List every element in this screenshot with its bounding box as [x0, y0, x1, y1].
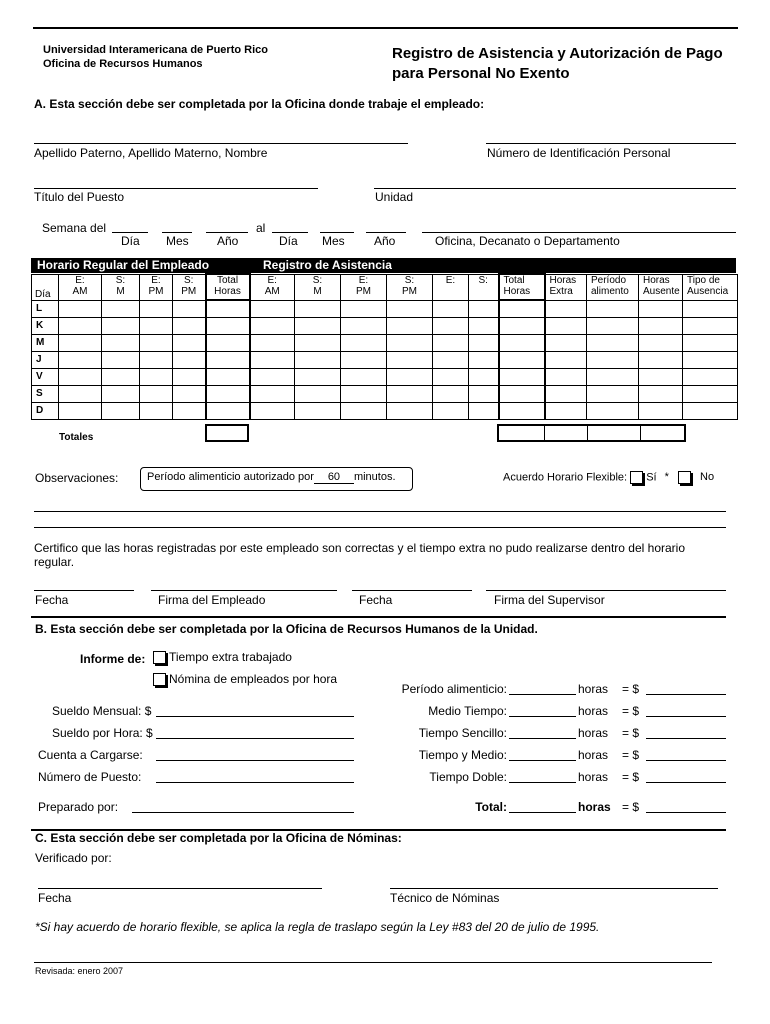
top-rule — [33, 27, 738, 29]
schedule-cell[interactable] — [173, 334, 206, 351]
day-label: D — [32, 402, 59, 419]
sup-date-line[interactable] — [352, 590, 472, 591]
col-att-e-am — [250, 274, 295, 300]
schedule-cell[interactable] — [206, 402, 250, 419]
schedule-cell[interactable] — [587, 317, 639, 334]
section-c-heading: C. Esta sección debe ser completada por la Oficina de Nóminas: — [35, 831, 402, 845]
office-name: Oficina de Recursos Humanos — [43, 58, 203, 70]
numero-puesto-field[interactable] — [156, 782, 354, 783]
schedule-cell[interactable] — [387, 368, 433, 385]
opt-payroll — [153, 672, 337, 686]
day-label: M — [32, 334, 59, 351]
meal-period-text — [147, 471, 396, 484]
table-row — [32, 385, 738, 402]
col-att-e-pm — [341, 274, 387, 300]
schedule-cell[interactable] — [587, 402, 639, 419]
schedule-cell[interactable] — [545, 300, 587, 317]
observations-label: Observaciones: — [35, 471, 119, 485]
preparado-field[interactable] — [132, 812, 354, 813]
institution-name: Universidad Interamericana de Puerto Rico — [43, 44, 268, 56]
schedule-cell[interactable] — [59, 334, 102, 351]
attendance-header: Registro de Asistencia — [257, 258, 736, 273]
schedule-cell[interactable] — [102, 402, 140, 419]
emp-signature-label: Firma del Empleado — [158, 593, 266, 607]
to-month-label: Mes — [322, 234, 345, 248]
schedule-cell[interactable] — [433, 317, 469, 334]
meal-suffix: minutos. — [353, 471, 396, 483]
schedule-cell[interactable] — [140, 317, 173, 334]
payroll-label: Nómina de empleados por hora — [169, 672, 338, 686]
col-total-label: Total — [216, 275, 239, 286]
schedule-cell[interactable] — [140, 402, 173, 419]
col-s-label: S: — [404, 274, 415, 286]
amount-field-tiempo-sencillo[interactable] — [646, 738, 726, 739]
col-reg-s-m — [102, 274, 140, 300]
total-horas-extra-cell[interactable] — [545, 426, 588, 440]
schedule-cell[interactable] — [250, 402, 295, 419]
hours-field-tiempo-sencillo[interactable] — [509, 738, 576, 739]
col-pm-label: PM — [402, 285, 417, 297]
total-periodo-cell[interactable] — [588, 426, 641, 440]
totales-label: Totales — [59, 432, 94, 443]
schedule-cell[interactable] — [295, 402, 341, 419]
col-att-s-extra: S: — [469, 274, 499, 300]
horas-unit: horas — [578, 704, 609, 718]
schedule-cell[interactable] — [545, 402, 587, 419]
col-e-label: E: — [267, 274, 277, 286]
schedule-cell[interactable] — [639, 351, 683, 368]
schedule-cell[interactable] — [140, 300, 173, 317]
schedule-cell[interactable] — [433, 300, 469, 317]
schedule-cell[interactable] — [295, 317, 341, 334]
schedule-cell[interactable] — [587, 300, 639, 317]
day-label: K — [32, 317, 59, 334]
schedule-cell[interactable] — [587, 368, 639, 385]
amount-field-total[interactable] — [646, 812, 726, 813]
schedule-cell[interactable] — [387, 385, 433, 402]
hours-label-medio-tiempo: Medio Tiempo: — [428, 704, 507, 718]
week-to-day-line[interactable] — [272, 232, 308, 233]
overtime-label: Tiempo extra trabajado — [169, 650, 292, 664]
schedule-cell[interactable] — [59, 402, 102, 419]
schedule-cell[interactable] — [387, 300, 433, 317]
certification-text: Certifico que las horas registradas por este empleado son correctas y el tiempo extra no pudo realizarse dentro del horario regular. — [34, 541, 686, 569]
schedule-cell[interactable] — [469, 334, 499, 351]
schedule-cell[interactable] — [341, 317, 387, 334]
verificado-label: Verificado por: — [35, 851, 112, 865]
flex-no-checkbox[interactable] — [678, 471, 691, 484]
from-day-label: Día — [121, 234, 140, 248]
equals-dollar: = $ — [622, 770, 640, 784]
schedule-cell[interactable] — [387, 402, 433, 419]
name-label: Apellido Paterno, Apellido Materno, Nombre — [34, 146, 268, 160]
cuenta-field[interactable] — [156, 760, 354, 761]
col-pm-label: PM — [148, 285, 164, 297]
hours-field-medio-tiempo[interactable] — [509, 716, 576, 717]
schedule-cell[interactable] — [387, 351, 433, 368]
cuenta-label: Cuenta a Cargarse: — [38, 748, 143, 762]
hours-field-periodo[interactable] — [509, 694, 576, 695]
amount-field-periodo[interactable] — [646, 694, 726, 695]
form-title-line2: para Personal No Exento — [392, 65, 570, 82]
sueldo-mensual-field[interactable] — [156, 716, 354, 717]
col-e-label: E: — [151, 274, 161, 286]
hours-field-tiempo-y-medio[interactable] — [509, 760, 576, 761]
col-s-label: S: — [115, 274, 126, 286]
schedule-cell[interactable] — [683, 317, 738, 334]
observations-line-1[interactable] — [34, 511, 726, 512]
schedule-cell[interactable] — [587, 351, 639, 368]
day-label: L — [32, 300, 59, 317]
schedule-cell[interactable] — [433, 368, 469, 385]
amount-field-medio-tiempo[interactable] — [646, 716, 726, 717]
table-row — [32, 368, 738, 385]
regular-schedule-header: Horario Regular del Empleado — [31, 258, 259, 273]
flex-agreement — [503, 471, 714, 484]
schedule-cell[interactable] — [206, 317, 250, 334]
schedule-table — [31, 273, 738, 420]
hours-field-total[interactable] — [509, 812, 576, 813]
day-label: S — [32, 385, 59, 402]
schedule-cell[interactable] — [295, 385, 341, 402]
schedule-cell[interactable] — [469, 385, 499, 402]
schedule-cell[interactable] — [102, 300, 140, 317]
tecnico-line[interactable] — [390, 888, 718, 889]
form-title-line1: Registro de Asistencia y Autorización de Pago — [392, 45, 723, 62]
schedule-cell[interactable] — [173, 368, 206, 385]
day-label: V — [32, 368, 59, 385]
schedule-cell[interactable] — [387, 334, 433, 351]
schedule-cell[interactable] — [587, 385, 639, 402]
schedule-cell[interactable] — [387, 317, 433, 334]
sueldo-hora-field[interactable] — [156, 738, 354, 739]
equals-dollar: = $ — [622, 682, 640, 696]
schedule-cell[interactable] — [469, 402, 499, 419]
schedule-cell[interactable] — [102, 334, 140, 351]
header-separator — [253, 258, 257, 273]
schedule-cell[interactable] — [102, 351, 140, 368]
unit-field-line[interactable] — [374, 188, 736, 189]
table-row — [32, 351, 738, 368]
schedule-cell[interactable] — [433, 402, 469, 419]
schedule-cell[interactable] — [102, 317, 140, 334]
table-row — [32, 317, 738, 334]
section-b-rule — [31, 616, 726, 618]
schedule-cell[interactable] — [206, 300, 250, 317]
from-month-label: Mes — [166, 234, 189, 248]
equals-dollar: = $ — [622, 800, 640, 814]
schedule-cell[interactable] — [341, 351, 387, 368]
schedule-cell[interactable] — [140, 351, 173, 368]
schedule-cell[interactable] — [639, 317, 683, 334]
schedule-cell[interactable] — [59, 317, 102, 334]
informe-label: Informe de: — [80, 652, 146, 666]
emp-signature-line[interactable] — [151, 590, 337, 591]
col-att-s-m — [295, 274, 341, 300]
to-year-label: Año — [374, 234, 396, 248]
schedule-cell[interactable] — [341, 368, 387, 385]
horas-unit: horas — [578, 800, 611, 814]
col-reg-e-pm — [140, 274, 173, 300]
col-periodo-alimento: Período alimento — [587, 274, 639, 300]
total-regular-hours-cell[interactable] — [205, 424, 249, 442]
schedule-cell[interactable] — [295, 351, 341, 368]
hours-label-total: Total: — [475, 800, 507, 814]
from-year-label: Año — [217, 234, 239, 248]
verify-date-label: Fecha — [38, 891, 72, 905]
table-row — [32, 402, 738, 419]
col-horas-label: Horas — [214, 286, 241, 297]
sueldo-mensual-label: Sueldo Mensual: $ — [52, 704, 152, 718]
schedule-cell[interactable] — [59, 351, 102, 368]
id-label: Número de Identificación Personal — [487, 146, 671, 160]
schedule-cell[interactable] — [499, 402, 545, 419]
schedule-cell[interactable] — [499, 351, 545, 368]
schedule-cell[interactable] — [250, 385, 295, 402]
schedule-cell[interactable] — [639, 368, 683, 385]
schedule-cell[interactable] — [59, 300, 102, 317]
schedule-cell[interactable] — [433, 385, 469, 402]
sup-date-label: Fecha — [359, 593, 393, 607]
week-to-month-line[interactable] — [320, 232, 354, 233]
col-pm-label: PM — [356, 285, 371, 297]
schedule-cell[interactable] — [499, 334, 545, 351]
hours-label-tiempo-y-medio: Tiempo y Medio: — [418, 748, 507, 762]
schedule-cell[interactable] — [545, 334, 587, 351]
schedule-cell[interactable] — [639, 385, 683, 402]
verify-date-line[interactable] — [38, 888, 322, 889]
schedule-cell[interactable] — [140, 334, 173, 351]
schedule-cell[interactable] — [295, 334, 341, 351]
sup-signature-line[interactable] — [486, 590, 726, 591]
id-field-line[interactable] — [486, 143, 736, 144]
title-label: Título del Puesto — [34, 190, 125, 204]
col-reg-total — [206, 274, 250, 300]
col-dia: Día — [32, 274, 59, 300]
amount-field-tiempo-doble[interactable] — [646, 782, 726, 783]
schedule-cell[interactable] — [639, 402, 683, 419]
schedule-cell[interactable] — [59, 385, 102, 402]
footer-rule — [34, 962, 712, 963]
hours-label-tiempo-doble: Tiempo Doble: — [429, 770, 507, 784]
sup-signature-label: Firma del Supervisor — [494, 593, 605, 607]
col-tipo-ausencia: Tipo de Ausencia — [683, 274, 738, 300]
footnote: *Si hay acuerdo de horario flexible, se aplica la regla de traslapo según la Ley #83 del 20 de julio de 1995. — [35, 920, 600, 934]
observations-line-2[interactable] — [34, 527, 726, 528]
schedule-cell[interactable] — [545, 385, 587, 402]
emp-date-line[interactable] — [34, 590, 134, 591]
schedule-cell[interactable] — [469, 368, 499, 385]
horas-unit: horas — [578, 748, 609, 762]
meal-minutes-field[interactable]: 60 — [314, 471, 354, 484]
flex-yes-label: Sí — [646, 471, 657, 484]
schedule-cell[interactable] — [250, 300, 295, 317]
col-e-label: E: — [358, 274, 369, 286]
col-horas-ausente: Horas Ausente — [639, 274, 683, 300]
schedule-cell[interactable] — [102, 368, 140, 385]
tecnico-label: Técnico de Nóminas — [390, 891, 500, 905]
schedule-cell[interactable] — [587, 334, 639, 351]
to-day-label: Día — [279, 234, 298, 248]
office-field-line[interactable] — [422, 232, 736, 233]
schedule-cell[interactable] — [173, 385, 206, 402]
schedule-cell[interactable] — [433, 351, 469, 368]
table-row — [32, 334, 738, 351]
col-reg-e-am — [59, 274, 102, 300]
schedule-cell[interactable] — [102, 385, 140, 402]
totals-cells — [497, 424, 686, 442]
schedule-cell[interactable] — [639, 334, 683, 351]
schedule-cell[interactable] — [341, 300, 387, 317]
preparado-label: Preparado por: — [38, 800, 119, 814]
hours-field-tiempo-doble[interactable] — [509, 782, 576, 783]
schedule-cell[interactable] — [250, 368, 295, 385]
col-att-s-pm — [387, 274, 433, 300]
schedule-cell[interactable] — [499, 385, 545, 402]
schedule-cell[interactable] — [206, 368, 250, 385]
schedule-cell[interactable] — [341, 385, 387, 402]
title-field-line[interactable] — [34, 188, 318, 189]
schedule-cell[interactable] — [469, 351, 499, 368]
schedule-cell[interactable] — [140, 385, 173, 402]
office-label: Oficina, Decanato o Departamento — [435, 234, 620, 248]
schedule-cell[interactable] — [499, 317, 545, 334]
flex-yes-checkbox[interactable] — [630, 471, 643, 484]
schedule-cell[interactable] — [341, 334, 387, 351]
schedule-cell[interactable] — [341, 402, 387, 419]
schedule-cell[interactable] — [250, 351, 295, 368]
flex-star: * — [664, 471, 669, 484]
col-am-label: AM — [264, 285, 280, 297]
schedule-cell[interactable] — [469, 300, 499, 317]
col-total-horas: Total Horas — [499, 274, 545, 300]
schedule-cell[interactable] — [499, 368, 545, 385]
col-s-label: S: — [184, 274, 194, 286]
total-horas-total-cell[interactable] — [499, 426, 545, 440]
emp-date-label: Fecha — [35, 593, 69, 607]
col-m-label: M — [313, 285, 322, 297]
table-header-row — [32, 274, 738, 300]
schedule-cell[interactable] — [173, 300, 206, 317]
schedule-cell[interactable] — [545, 368, 587, 385]
col-s-label: S: — [312, 274, 323, 286]
horas-unit: horas — [578, 770, 609, 784]
unit-label: Unidad — [375, 190, 414, 204]
equals-dollar: = $ — [622, 726, 640, 740]
schedule-cell[interactable] — [59, 368, 102, 385]
schedule-cell[interactable] — [250, 317, 295, 334]
schedule-cell[interactable] — [433, 334, 469, 351]
schedule-cell[interactable] — [173, 351, 206, 368]
day-label: J — [32, 351, 59, 368]
equals-dollar: = $ — [622, 704, 640, 718]
col-att-e-extra: E: — [433, 274, 469, 300]
schedule-cell[interactable] — [173, 402, 206, 419]
week-to-year-line[interactable] — [366, 232, 406, 233]
schedule-cell[interactable] — [295, 368, 341, 385]
flex-label: Acuerdo Horario Flexible: — [503, 471, 628, 484]
schedule-cell[interactable] — [683, 368, 738, 385]
hours-label-periodo: Período alimenticio: — [401, 682, 507, 696]
meal-period-box — [140, 467, 413, 491]
schedule-cell[interactable] — [683, 402, 738, 419]
sueldo-hora-label: Sueldo por Hora: $ — [52, 726, 153, 740]
section-b-heading: B. Esta sección debe ser completada por la Oficina de Recursos Humanos de la Unidad. — [35, 622, 538, 636]
schedule-cell[interactable] — [295, 300, 341, 317]
section-a-heading: A. Esta sección debe ser completada por la Oficina donde trabaje el empleado: — [34, 97, 485, 111]
week-label: Semana del — [42, 221, 107, 235]
schedule-cell[interactable] — [140, 368, 173, 385]
col-reg-s-pm — [173, 274, 206, 300]
meal-prefix: Período alimenticio autorizado por — [147, 471, 314, 483]
revision-date: Revisada: enero 2007 — [35, 966, 124, 976]
hours-label-tiempo-sencillo: Tiempo Sencillo: — [418, 726, 507, 740]
col-e-label: E: — [75, 274, 85, 286]
schedule-cell[interactable] — [173, 317, 206, 334]
schedule-cell[interactable] — [639, 300, 683, 317]
schedule-cell[interactable] — [683, 351, 738, 368]
schedule-cell[interactable] — [545, 317, 587, 334]
schedule-cell[interactable] — [683, 385, 738, 402]
week-from-month-line[interactable] — [162, 232, 192, 233]
horas-unit: horas — [578, 682, 609, 696]
week-from-day-line[interactable] — [112, 232, 148, 233]
schedule-cell[interactable] — [545, 351, 587, 368]
schedule-cell[interactable] — [683, 334, 738, 351]
opt-overtime — [153, 650, 292, 664]
week-from-year-line[interactable] — [206, 232, 248, 233]
overtime-checkbox[interactable] — [153, 651, 166, 664]
schedule-cell[interactable] — [499, 300, 545, 317]
schedule-cell[interactable] — [250, 334, 295, 351]
schedule-cell[interactable] — [206, 334, 250, 351]
total-ausente-cell[interactable] — [641, 426, 684, 440]
amount-field-tiempo-y-medio[interactable] — [646, 760, 726, 761]
flex-no-label: No — [700, 471, 715, 484]
schedule-cell[interactable] — [206, 385, 250, 402]
equals-dollar: = $ — [622, 748, 640, 762]
name-field-line[interactable] — [34, 143, 408, 144]
payroll-checkbox[interactable] — [153, 673, 166, 686]
horas-unit: horas — [578, 726, 609, 740]
col-horas-extra: Horas Extra — [545, 274, 587, 300]
numero-puesto-label: Número de Puesto: — [38, 770, 142, 784]
schedule-cell[interactable] — [683, 300, 738, 317]
table-row — [32, 300, 738, 317]
schedule-cell[interactable] — [206, 351, 250, 368]
al-label: al — [256, 221, 266, 235]
schedule-cell[interactable] — [469, 317, 499, 334]
col-m-label: M — [116, 285, 125, 297]
col-pm-label: PM — [181, 285, 197, 297]
col-am-label: AM — [72, 285, 88, 297]
